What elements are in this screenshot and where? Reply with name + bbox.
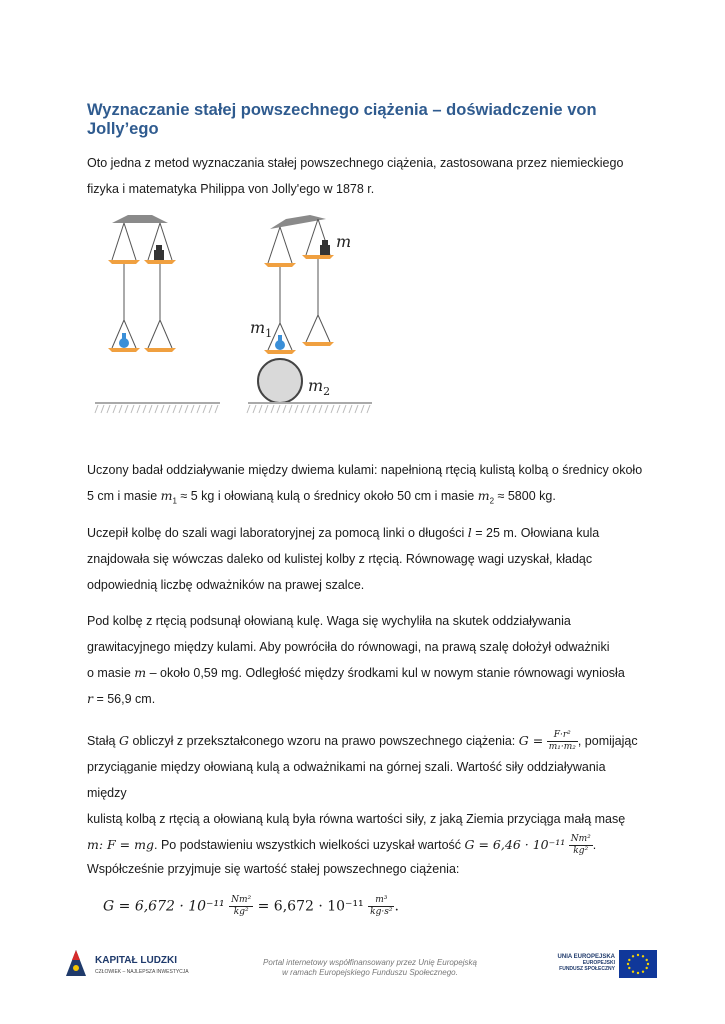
formula-fraction-2: $\frac{\text{Nm²}}{\text{kg²}}$ xyxy=(570,834,591,857)
intro-line-1: Oto jedna z metod wyznaczania stałej powszechnego ciążenia, zastosowana przez niemieckiego xyxy=(87,156,624,170)
lead-sphere xyxy=(258,359,302,403)
paragraph-5 xyxy=(87,856,647,882)
paragraph-2 xyxy=(87,520,647,598)
balance-left xyxy=(95,215,220,413)
eu-text: UNIA EUROPEJSKA EUROPEJSKI FUNDUSZ SPOŁECZNY xyxy=(557,954,615,972)
intro-paragraph xyxy=(87,150,647,202)
eu-flag-icon xyxy=(619,950,657,978)
intro-line-2: fizyka i matematyka Philippa von Jolly'ego w 1878 r. xyxy=(87,182,375,196)
para2-line-3: odpowiednią liczbę odważników na prawej szalce. xyxy=(87,578,365,592)
para3-line-1: Pod kolbę z rtęcią podsunął ołowianą kulę. Waga się wychyliła na skutek oddziaływania xyxy=(87,614,571,628)
para3-line-2: grawitacyjnego między kulami. Aby powróciła do równowagi, na prawą szalę dołożył odważniki xyxy=(87,640,610,654)
label-m1-sub: 1 xyxy=(265,327,273,340)
para3-line-4: r = 56,9 cm. xyxy=(87,691,156,706)
para4-line-2: przyciąganie między ołowianą kulą a odważnikami na górnej szali. Wartość siły oddziaływania między xyxy=(87,760,606,800)
svg-text:m1 xyxy=(250,318,272,340)
para2-line-1: Uczepił kolbę do szali wagi laboratoryjnej za pomocą linki o długości l = 25 m. Ołowiana kula xyxy=(87,525,600,540)
paragraph-1 xyxy=(87,457,647,515)
kapital-ludzki-sub: CZŁOWIEK – NAJLEPSZA INWESTYCJA xyxy=(95,969,189,975)
label-m: m xyxy=(336,232,352,251)
para3-line-3: o masie m – około 0,59 mg. Odległość między środkami kul w nowym stanie równowagi wyniosła xyxy=(87,665,625,680)
para5-line-1: Współcześnie przyjmuje się wartość stałej powszechnego ciążenia: xyxy=(87,862,460,876)
para2-line-2: znajdowała się wówczas daleko od kulistej kolby z rtęcią. Równowagę wagi uzyskał, kładąc xyxy=(87,552,593,566)
jolly-balance-figure xyxy=(90,205,390,425)
para4-line-3: kulistą kolbą z rtęcią a ołowianą kulą była równa wartości siły, z jaką Ziemia przyciąga małą masę xyxy=(87,812,626,826)
page-title: Wyznaczanie stałej powszechnego ciążenia – doświadczenie von Jolly’ego xyxy=(87,101,597,138)
balance-right xyxy=(247,215,372,413)
kapital-ludzki-name: KAPITAŁ LUDZKI xyxy=(95,955,178,966)
para4-line-1: Stałą G obliczył z przekształconego wzoru na prawo powszechnego ciążenia: G = $\frac{\text{F·r²}}{\text{m₁·m₂}}$ , pomijając xyxy=(87,730,638,753)
kapital-ludzki-logo-icon xyxy=(62,946,92,980)
para1-line-1: Uczony badał oddziaływanie między dwiema kulami: napełnioną rtęcią kulistą kolbą o średnicy około xyxy=(87,463,643,477)
para1-line-2: 5 cm i masie $m_1 \approx 5$ kg i ołowianą kulą o średnicy około 50 cm i masie $m_2 \approx 5800$ kg. xyxy=(87,488,556,506)
label-m1: m xyxy=(250,318,266,337)
footer-funding-note: Portal internetowy współfinansowany przez Unię Europejską w ramach Europejskiego Funduszu Społecznego. xyxy=(263,958,477,977)
paragraph-3 xyxy=(87,608,647,712)
svg-text:m2 xyxy=(308,376,330,398)
label-m2: m xyxy=(308,376,324,395)
paragraph-4 xyxy=(87,728,647,858)
final-formula: G = 6,672 · 10⁻¹¹ $\frac{\text{Nm²}}{\text{kg²}}$ = 6,672 · 10⁻¹¹ $\frac{\text{m³}}{\text{kg·s²}}$ . xyxy=(103,895,399,917)
label-m2-sub: 2 xyxy=(323,385,331,398)
para4-line-4: m: F = mg. Po podstawieniu wszystkich wielkości uzyskał wartość G = 6,46 · 10⁻¹¹ $\frac{\text{Nm²}}{\text{kg²}}$ . xyxy=(87,834,597,857)
formula-fraction: $\frac{\text{F·r²}}{\text{m₁·m₂}}$ xyxy=(548,730,576,753)
